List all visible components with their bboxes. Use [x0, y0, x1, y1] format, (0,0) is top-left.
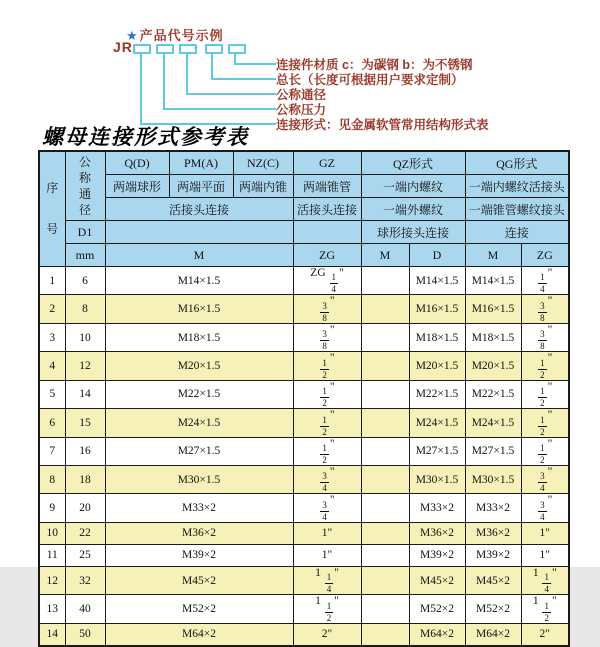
cell-dn-mm: 14 — [65, 380, 105, 408]
cell-m-thread: M64×2 — [105, 623, 293, 646]
cell-qz-d: M52×2 — [409, 595, 465, 623]
table-row — [39, 522, 569, 544]
header-row-2 — [39, 175, 569, 198]
cell-dn-mm: 22 — [65, 522, 105, 544]
header-union-qpn: 活接头连接 — [105, 198, 293, 221]
cell-dn-mm: 32 — [65, 566, 105, 594]
cell-qg-m: M39×2 — [465, 544, 521, 566]
table-row — [39, 465, 569, 493]
cell-qz-m — [361, 323, 409, 351]
cell-qg-m: M64×2 — [465, 623, 521, 646]
cell-qg-zg: $\frac{3}{8}$ " — [521, 295, 569, 323]
cell-qz-d: M24×1.5 — [409, 409, 465, 437]
label-length: 总长（长度可根据用户要求定制） — [276, 73, 464, 87]
cell-qg-zg: $\frac{1}{2}$ " — [521, 352, 569, 380]
header-unit-m: M — [105, 244, 293, 267]
cell-qz-m — [361, 295, 409, 323]
cell-gz: ZG $\frac{1}{4}$ " — [293, 267, 361, 295]
cell-qg-zg: 1 $\frac{1}{2}$ " — [521, 595, 569, 623]
table-row — [39, 595, 569, 623]
cell-qz-d: M18×1.5 — [409, 323, 465, 351]
header-union-gz: 活接头连接 — [293, 198, 361, 221]
cell-m-thread: M27×1.5 — [105, 437, 293, 465]
table-row — [39, 623, 569, 646]
header-unit-qz-m: M — [361, 244, 409, 267]
header-sub-q: 两端球形 — [105, 175, 169, 198]
header-nominal-diameter: 公称通径 — [65, 151, 105, 221]
page-title: 螺母连接形式参考表 — [42, 125, 249, 149]
cell-serial: 11 — [39, 544, 65, 566]
star-icon: ★ — [126, 28, 139, 43]
cell-m-thread: M39×2 — [105, 544, 293, 566]
cell-dn-mm: 10 — [65, 323, 105, 351]
cell-qz-m — [361, 380, 409, 408]
table-row — [39, 566, 569, 594]
label-form: 连接形式：见金属软管常用结构形式表 — [276, 118, 489, 132]
table-row — [39, 323, 569, 351]
cell-serial: 6 — [39, 409, 65, 437]
cell-qg-m: M33×2 — [465, 494, 521, 522]
header-unit-mm: mm — [65, 244, 105, 267]
table-body — [39, 267, 569, 646]
cell-qz-m — [361, 494, 409, 522]
cell-m-thread: M45×2 — [105, 566, 293, 594]
header-col-nz: NZ(C) — [233, 151, 293, 175]
cell-dn-mm: 40 — [65, 595, 105, 623]
cell-qz-m — [361, 522, 409, 544]
cell-serial: 10 — [39, 522, 65, 544]
cell-m-thread: M33×2 — [105, 494, 293, 522]
cell-qg-zg: $\frac{3}{4}$ " — [521, 494, 569, 522]
product-code-heading — [126, 25, 224, 44]
cell-m-thread: M20×1.5 — [105, 352, 293, 380]
cell-gz: 1" — [293, 544, 361, 566]
header-qg-row4: 连接 — [465, 221, 569, 244]
label-diameter: 公称通径 — [276, 88, 327, 102]
cell-qz-d: M16×1.5 — [409, 295, 465, 323]
cell-serial: 1 — [39, 267, 65, 295]
header-sub-qg-row2: 一端内螺纹活接头 — [465, 175, 569, 198]
header-unit-qg-m: M — [465, 244, 521, 267]
header-sub-nz: 两端内锥 — [233, 175, 293, 198]
cell-qg-m: M22×1.5 — [465, 380, 521, 408]
header-qz-row4: 球形接头连接 — [361, 221, 465, 244]
table-row — [39, 544, 569, 566]
header-col-q: Q(D) — [105, 151, 169, 175]
cell-qg-m: M27×1.5 — [465, 437, 521, 465]
code-dash: - — [194, 40, 198, 54]
cell-gz: 1 $\frac{1}{2}$ " — [293, 595, 361, 623]
header-sub-pm: 两端平面 — [169, 175, 233, 198]
cell-qz-d: M30×1.5 — [409, 465, 465, 493]
cell-m-thread: M52×2 — [105, 595, 293, 623]
cell-gz: 2" — [293, 623, 361, 646]
cell-qg-zg: 2" — [521, 623, 569, 646]
header-d1: D1 — [65, 221, 105, 244]
cell-qg-zg: 1" — [521, 522, 569, 544]
cell-dn-mm: 15 — [65, 409, 105, 437]
cell-serial: 2 — [39, 295, 65, 323]
cell-qz-m — [361, 437, 409, 465]
cell-dn-mm: 50 — [65, 623, 105, 646]
table-row — [39, 267, 569, 295]
cell-m-thread: M16×1.5 — [105, 295, 293, 323]
header-empty-qpn — [105, 221, 293, 244]
cell-qz-m — [361, 409, 409, 437]
cell-qg-zg: 1 $\frac{1}{4}$ " — [521, 566, 569, 594]
cell-dn-mm: 18 — [65, 465, 105, 493]
cell-serial: 9 — [39, 494, 65, 522]
header-row-5 — [39, 244, 569, 267]
cell-qg-zg: $\frac{1}{2}$ " — [521, 437, 569, 465]
cell-gz: $\frac{1}{2}$ " — [293, 380, 361, 408]
table-row — [39, 409, 569, 437]
header-sub-qz-row3: 一端外螺纹 — [361, 198, 465, 221]
cell-qz-m — [361, 267, 409, 295]
cell-qz-d: M14×1.5 — [409, 267, 465, 295]
header-row-4 — [39, 221, 569, 244]
header-col-qz: QZ形式 — [361, 151, 465, 175]
cell-qg-zg: 1" — [521, 544, 569, 566]
header-col-gz: GZ — [293, 151, 361, 175]
header-unit-qz-d: D — [409, 244, 465, 267]
product-code-prefix: JR — [113, 39, 133, 55]
cell-qg-zg: $\frac{3}{4}$ " — [521, 465, 569, 493]
cell-gz: $\frac{3}{8}$ " — [293, 323, 361, 351]
header-serial: 序号 — [39, 151, 65, 267]
product-code-heading-text: 产品代号示例 — [139, 28, 224, 43]
label-material: 连接件材质 c：为碳钢 b：为不锈钢 — [276, 58, 473, 72]
header-empty-gz — [293, 221, 361, 244]
cell-dn-mm: 12 — [65, 352, 105, 380]
cell-dn-mm: 16 — [65, 437, 105, 465]
cell-qz-d: M36×2 — [409, 522, 465, 544]
cell-qz-m — [361, 352, 409, 380]
cell-qz-d: M39×2 — [409, 544, 465, 566]
header-sub-gz: 两端锥管 — [293, 175, 361, 198]
cell-qg-m: M18×1.5 — [465, 323, 521, 351]
cell-qg-m: M36×2 — [465, 522, 521, 544]
cell-qg-m: M16×1.5 — [465, 295, 521, 323]
cell-qz-d: M22×1.5 — [409, 380, 465, 408]
header-row-1 — [39, 151, 569, 175]
nut-connection-table — [38, 150, 570, 647]
label-pressure: 公称压力 — [276, 103, 327, 117]
header-sub-qz-row2: 一端内螺纹 — [361, 175, 465, 198]
header-sub-qg-row3: 一端锥管螺纹接头 — [465, 198, 569, 221]
cell-qg-zg: $\frac{1}{2}$ " — [521, 409, 569, 437]
cell-qg-zg: $\frac{3}{8}$ " — [521, 323, 569, 351]
cell-qz-m — [361, 595, 409, 623]
cell-gz: $\frac{1}{2}$ " — [293, 437, 361, 465]
header-row-3 — [39, 198, 569, 221]
cell-qg-m: M24×1.5 — [465, 409, 521, 437]
cell-qz-m — [361, 566, 409, 594]
cell-qz-d: M20×1.5 — [409, 352, 465, 380]
connector-line-form — [140, 52, 276, 125]
table-row — [39, 437, 569, 465]
cell-qg-m: M30×1.5 — [465, 465, 521, 493]
cell-m-thread: M14×1.5 — [105, 267, 293, 295]
cell-qz-m — [361, 544, 409, 566]
cell-qg-m: M52×2 — [465, 595, 521, 623]
cell-serial: 14 — [39, 623, 65, 646]
cell-qz-d: M27×1.5 — [409, 437, 465, 465]
cell-gz: $\frac{3}{4}$ " — [293, 494, 361, 522]
cell-dn-mm: 20 — [65, 494, 105, 522]
cell-gz: $\frac{1}{2}$ " — [293, 352, 361, 380]
table-row — [39, 352, 569, 380]
table-row — [39, 295, 569, 323]
cell-dn-mm: 25 — [65, 544, 105, 566]
table-row — [39, 380, 569, 408]
cell-qg-zg: $\frac{1}{2}$ " — [521, 380, 569, 408]
cell-gz: $\frac{3}{4}$ " — [293, 465, 361, 493]
cell-qz-d: M45×2 — [409, 566, 465, 594]
cell-qg-m: M20×1.5 — [465, 352, 521, 380]
cell-qg-m: M14×1.5 — [465, 267, 521, 295]
cell-dn-mm: 6 — [65, 267, 105, 295]
header-col-qg: QG形式 — [465, 151, 569, 175]
cell-m-thread: M30×1.5 — [105, 465, 293, 493]
cell-serial: 12 — [39, 566, 65, 594]
cell-dn-mm: 8 — [65, 295, 105, 323]
cell-m-thread: M24×1.5 — [105, 409, 293, 437]
cell-qz-m — [361, 465, 409, 493]
cell-serial: 8 — [39, 465, 65, 493]
cell-m-thread: M18×1.5 — [105, 323, 293, 351]
cell-qz-d: M33×2 — [409, 494, 465, 522]
cell-qz-d: M64×2 — [409, 623, 465, 646]
cell-qg-m: M45×2 — [465, 566, 521, 594]
table-row — [39, 494, 569, 522]
cell-gz: $\frac{1}{2}$ " — [293, 409, 361, 437]
cell-gz: $\frac{3}{8}$ " — [293, 295, 361, 323]
cell-serial: 13 — [39, 595, 65, 623]
cell-gz: 1" — [293, 522, 361, 544]
cell-qg-zg: $\frac{1}{4}$ " — [521, 267, 569, 295]
cell-m-thread: M36×2 — [105, 522, 293, 544]
cell-serial: 3 — [39, 323, 65, 351]
header-unit-zg: ZG — [293, 244, 361, 267]
header-col-pm: PM(A) — [169, 151, 233, 175]
cell-serial: 5 — [39, 380, 65, 408]
cell-serial: 7 — [39, 437, 65, 465]
cell-gz: 1 $\frac{1}{4}$ " — [293, 566, 361, 594]
cell-qz-m — [361, 623, 409, 646]
header-unit-qg-zg: ZG — [521, 244, 569, 267]
cell-serial: 4 — [39, 352, 65, 380]
cell-m-thread: M22×1.5 — [105, 380, 293, 408]
